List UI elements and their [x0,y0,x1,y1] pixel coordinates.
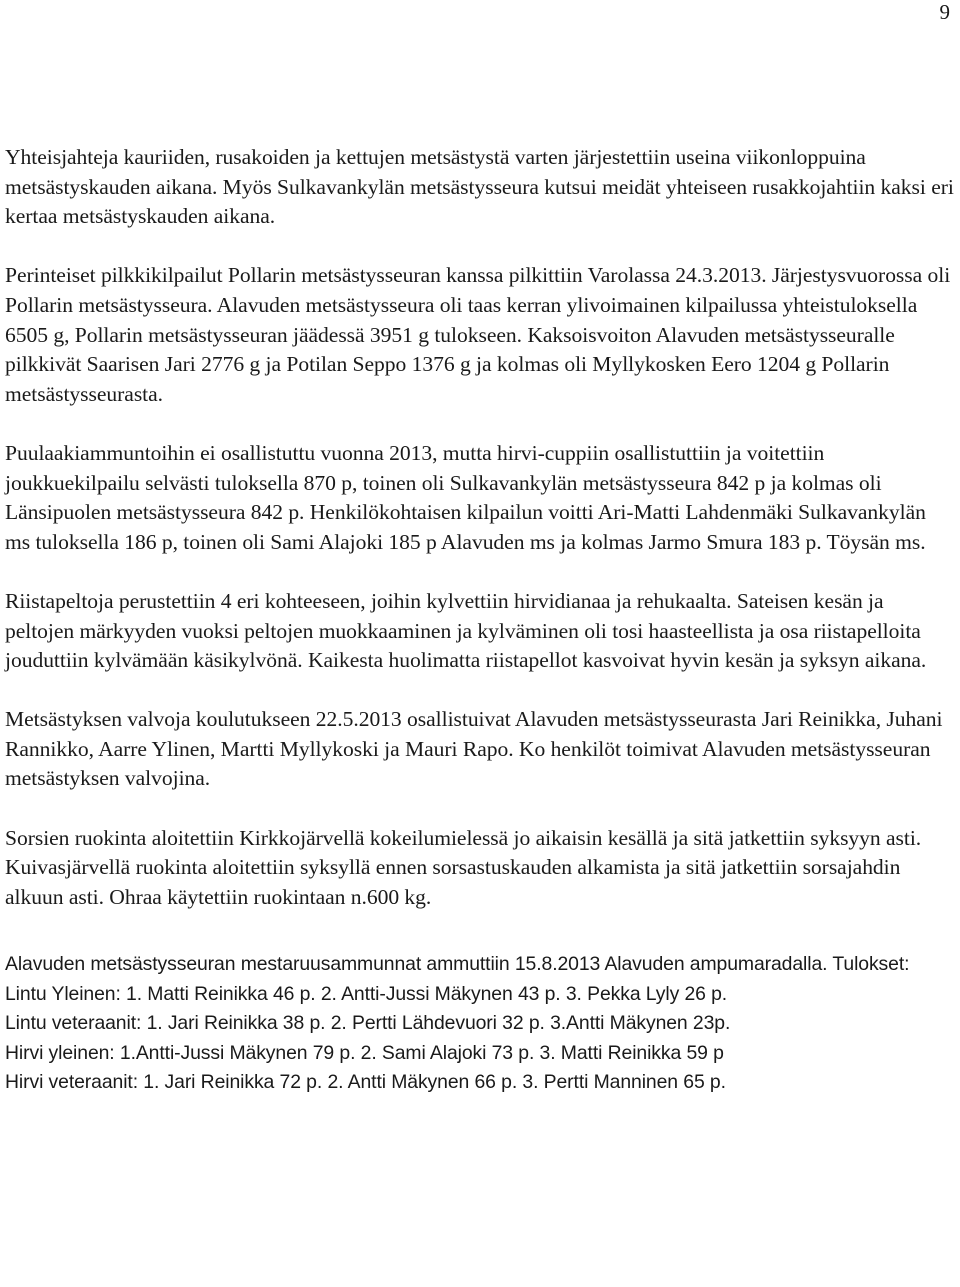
results-heading: Alavuden metsästysseuran mestaruusammunnat ammuttiin 15.8.2013 Alavuden ampumaradalla. Tulokset: [5,953,910,976]
results-line-moose-veterans: Hirvi veteraanit: 1. Jari Reinikka 72 p. 2. Antti Mäkynen 66 p. 3. Pertti Manninen 65 p. [5,1071,726,1094]
results-line-bird-veterans: Lintu veteraanit: 1. Jari Reinikka 38 p. 2. Pertti Lähdevuori 32 p. 3.Antti Mäkynen 23p. [5,1012,731,1035]
document-body [5,143,955,1097]
paragraph-duck-feeding: Sorsien ruokinta aloitettiin Kirkkojärvellä kokeilumielessä jo aikaisin kesällä ja sitä jatkettiin syksyyn asti. Kuivasjärvellä ruokinta aloitettiin syksyllä ennen sorsastuskauden alkamista ja sitä jatkettiin sorsajahdin alkuun asti. Ohraa käytettiin ruokintaan n.600 kg. [5,825,922,909]
paragraph-shooting-cup: Puulaakiammuntoihin ei osallistuttu vuonna 2013, mutta hirvi-cuppiin osallistuttiin ja voitettiin joukkuekilpailu selvästi tuloksella 870 p, toinen oli Sulkavankylän metsästysseura 842 p ja kolmas oli Länsipuolen metsästysseura 842 p. Henkilökohtaisen kilpailun voitti Ari-Matti Lahdenmäki Sulkavankylän ms tuloksella 186 p, toinen oli Sami Alajoki 185 p Alavuden ms ja kolmas Jarmo Smura 183 p. Töysän ms. [5,440,926,554]
results-line-moose-general: Hirvi yleinen: 1.Antti-Jussi Mäkynen 79 p. 2. Sami Alajoki 73 p. 3. Matti Reinikka 59 p [5,1041,724,1064]
paragraph-game-fields: Riistapeltoja perustettiin 4 eri kohteeseen, joihin kylvettiin hirvidianaa ja rehukaalta. Sateisen kesän ja peltojen märkyyden vuoksi peltojen muokkaaminen ja kylväminen oli tosi haasteellista ja osa riistapelloita jouduttiin kylvämään käsikylvönä. Kaikesta huolimatta riistapellot kasvoivat hyvin kesän ja syksyn aikana. [5,588,927,673]
paragraph-ice-fishing: Perinteiset pilkkikilpailut Pollarin metsästysseuran kanssa pilkittiin Varolassa 24.3.2013. Järjestysvuorossa oli Pollarin metsästysseura. Alavuden metsästysseura oli taas kerran ylivoimainen kilpailussa yhteistuloksella 6505 g, Pollarin metsästysseuran jäädessä 3951 g tulokseen. Kaksoisvoiton Alavuden metsästysseuralle pilkkivät Saarisen Jari 2776 g ja Potilan Seppo 1376 g ja kolmas oli Myllykosken Eero 1204 g Pollarin metsästysseurasta. [5,263,951,406]
results-line-bird-general: Lintu Yleinen: 1. Matti Reinikka 46 p. 2. Antti-Jussi Mäkynen 43 p. 3. Pekka Lyly 26 p. [5,982,728,1005]
page-number: 9 [939,0,950,24]
championship-results [5,950,955,1097]
paragraph-joint-hunts: Yhteisjahteja kauriiden, rusakoiden ja kettujen metsästystä varten järjestettiin useina viikonloppuina metsästyskauden aikana. Myös Sulkavankylän metsästysseura kutsui meidät yhteiseen rusakkojahtiin kaksi eri kertaa metsästyskauden aikana. [5,145,954,229]
paragraph-hunting-supervisors: Metsästyksen valvoja koulutukseen 22.5.2013 osallistuivat Alavuden metsästysseurasta Jari Reinikka, Juhani Rannikko, Aarre Ylinen, Martti Myllykoski ja Mauri Rapo. Ko henkilöt toimivat Alavuden metsästysseuran metsästyksen valvojina. [5,707,943,791]
